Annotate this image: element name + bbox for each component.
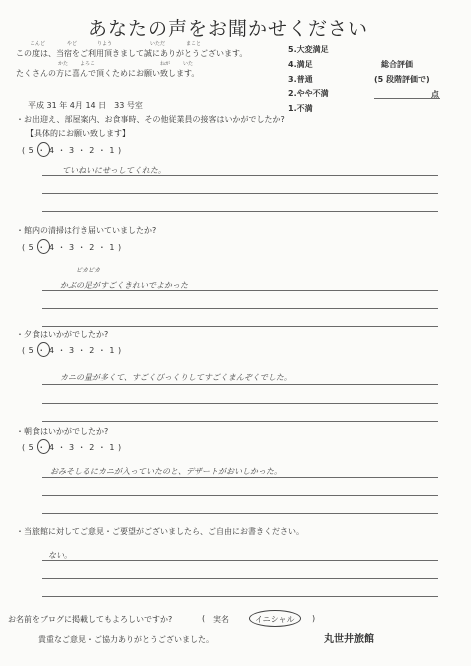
choice-real[interactable]: 実名 — [213, 615, 229, 624]
q1-line-1 — [42, 175, 438, 176]
intro-line-1: この度は、当宿をご利用頂きまして誠にありがとうございます。 — [16, 49, 248, 58]
ruby-riyou: りよう — [97, 41, 113, 47]
q4-prompt: ・朝食はいかがでしたか? — [16, 427, 109, 436]
q3-prompt: ・夕食はいかがでしたか? — [16, 330, 109, 339]
q3-answer: カニの量が多くて、すごくびっくりしてすごくまんぞくでした。 — [60, 373, 292, 382]
choice-paren-open: ( — [202, 614, 206, 623]
q5-line-1 — [42, 560, 438, 561]
ruby-ita: いた — [183, 61, 194, 67]
ruby-kata: かた — [58, 61, 69, 67]
blog-question: お名前をブログに掲載してもよろしいですか? — [8, 615, 173, 624]
thanks-message: 貴重なご意見・ご協力ありがとうございました。 — [38, 635, 214, 644]
q5-answer: ない。 — [48, 551, 72, 560]
q5-line-2 — [42, 578, 438, 579]
q3-line-3 — [42, 421, 438, 422]
q5-prompt: ・当旅館に対してご意見・ご要望がございましたら、ご自由にお書きください。 — [16, 527, 304, 536]
q3-scale[interactable]: ( 5 ・ 4 ・ 3 ・ 2 ・ 1 ) — [22, 346, 122, 355]
choice-initial-circle — [249, 610, 301, 627]
ruby-itadaki: いただ — [150, 41, 166, 47]
q2-line-3 — [42, 326, 438, 327]
choice-initial[interactable]: イニシャル — [255, 615, 295, 624]
q4-line-1 — [42, 477, 438, 478]
ruby-makoto: まこと — [186, 41, 202, 47]
ruby-yorokon: よろこ — [80, 61, 96, 67]
q4-selected-circle — [37, 439, 50, 454]
scale-item-3: 3.普通 — [288, 75, 313, 84]
q1-answer: ていねいにせっしてくれた。 — [62, 166, 166, 175]
q2-line-2 — [42, 308, 438, 309]
overall-label: 総合評価 — [381, 60, 413, 69]
ruby-yado: やど — [67, 41, 78, 47]
q1-scale[interactable]: ( 5 ・ 4 ・ 3 ・ 2 ・ 1 ) — [22, 146, 122, 155]
q4-line-2 — [42, 495, 438, 496]
q1-detail-label: 【具体的にお願い致します】 — [26, 129, 130, 138]
q3-line-1 — [42, 384, 438, 385]
q1-prompt: ・お出迎え、部屋案内、お食事時、その他従業員の接客はいかがでしたか? — [16, 115, 285, 124]
page-title: あなたの声をお聞かせください — [88, 18, 369, 40]
q3-line-2 — [42, 403, 438, 404]
ruby-kondo: こんど — [30, 41, 46, 47]
ryokan-name: 丸世井旅館 — [324, 634, 374, 645]
scale-item-1: 1.不満 — [288, 104, 313, 113]
intro-line-2: たくさんの方に喜んで頂くためにお願い致します。 — [16, 69, 200, 78]
q1-line-3 — [42, 211, 438, 212]
q5-line-3 — [42, 596, 438, 597]
q2-scale[interactable]: ( 5 ・ 4 ・ 3 ・ 2 ・ 1 ) — [22, 243, 122, 252]
q4-scale[interactable]: ( 5 ・ 4 ・ 3 ・ 2 ・ 1 ) — [22, 443, 122, 452]
q4-answer: おみそしるにカニが入っていたのと、デザートがおいしかった。 — [50, 467, 282, 476]
stay-info: 平成 31 年 4月 14 日 33 号室 — [28, 101, 143, 110]
q4-line-3 — [42, 513, 438, 514]
ruby-negai: ねが — [160, 61, 171, 67]
q2-answer-ruby: ピカピカ — [76, 267, 101, 274]
q2-answer: かぶの足がすごくきれいでよかった — [60, 281, 188, 290]
q1-selected-circle — [37, 142, 50, 157]
overall-sublabel: (5 段階評価で) — [374, 75, 430, 84]
q1-line-2 — [42, 193, 438, 194]
scale-item-5: 5.大変満足 — [288, 45, 329, 54]
scale-item-2: 2.やや不満 — [288, 89, 329, 98]
q2-selected-circle — [37, 239, 50, 254]
overall-unit: 点 — [431, 90, 439, 99]
q2-prompt: ・館内の清掃は行き届いていましたか? — [16, 226, 157, 235]
q3-selected-circle — [37, 342, 50, 357]
q2-line-1 — [42, 290, 438, 291]
scale-item-4: 4.満足 — [288, 60, 313, 69]
choice-paren-close: ) — [312, 614, 316, 623]
